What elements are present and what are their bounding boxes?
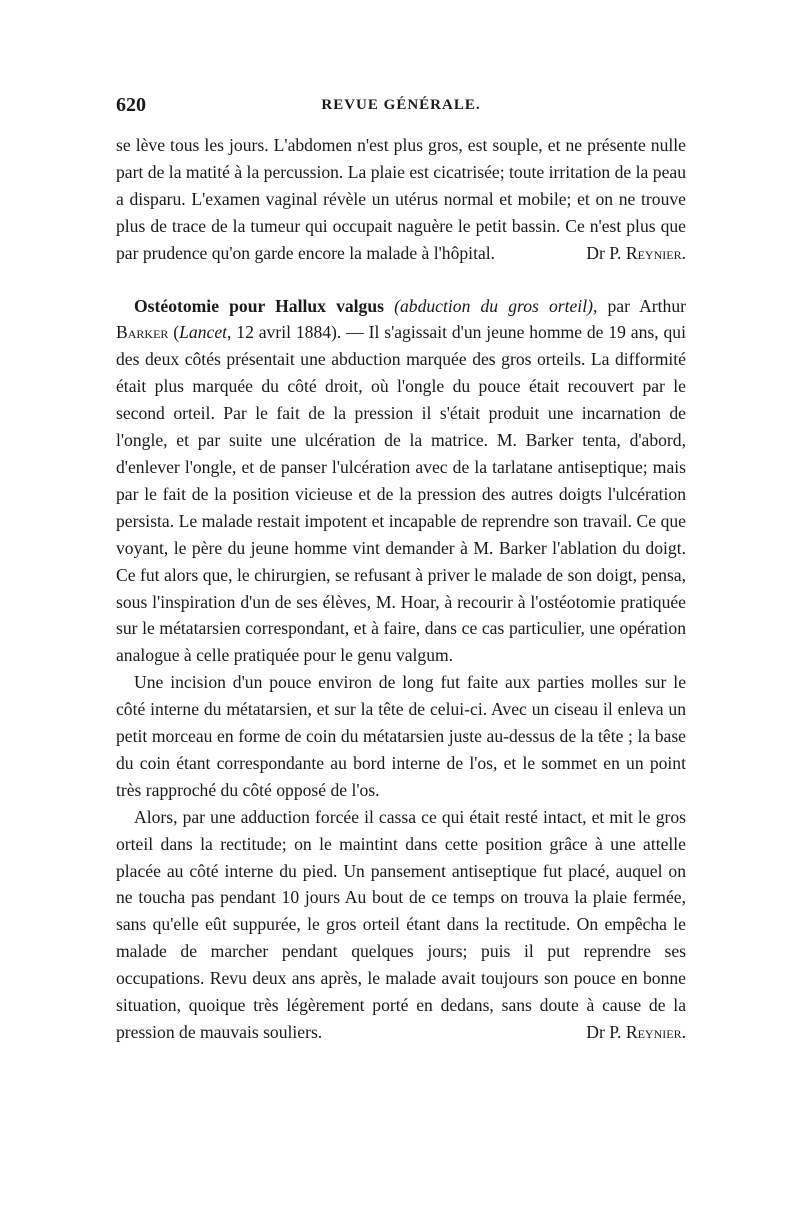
source-open: ( — [173, 322, 180, 343]
paragraph-text: Alors, par une adduction forcée il cassa ce qui était resté intact, et mit le gros orteil dans la rectitude; on le maintint dans cette position grâce à une attelle placée au côté interne du pied. Un pansement antiseptique fut placé, auquel on ne toucha pas pendant 10 jours Au bout de ce temps on trouva la plaie fermée, sans qu'elle eût suppurée, le gros orteil étant dans la rectitude. On empêcha le malade de marcher pendant quelques jours; puis il put reprendre ses occupations. Revu deux ans après, le malade avait toujours son pouce en bonne situation, quoique très légèrement porté en dedans, sans doute à cause de la pression de mauvais souliers. — [116, 806, 686, 1042]
signature-prefix: Dr P. — [586, 1022, 622, 1042]
page-number: 620 — [116, 94, 146, 116]
signature-prefix: Dr P. — [586, 242, 622, 263]
signature — [586, 240, 686, 267]
article-author: Barker — [116, 322, 169, 343]
article-text: — Il s'agissait d'un jeune homme de 19 ans, qui des deux côtés présentait une abduction marquée des gros orteils. La difformité était plus marquée du côté droit, où l'ongle du pouce était recouvert par le second orteil. Par le fait de la pression il s'était produit une incarnation de l'ongle, et par suite une ulcération de la matrice. M. Barker tenta, d'abord, d'enlever l'ongle, et de panser l'ulcération avec de la tarlatane antiseptique; mais par le fait de la position vicieuse et de la pression des autres doigts l'ulcération persista. Le malade restait impotent et incapable de reprendre son travail. Ce que voyant, le père du jeune homme vint demander à M. Barker l'ablation du doigt. Ce fut alors que, le chirurgien, se refusant à priver le malade de son doigt, pensa, sous l'inspiration d'un de ses élèves, M. Hoar, à recourir à l'ostéotomie pratiquée sur le métatarsien correspondant, et à faire, dans ce cas particulier, une opération analogue à celle pratiquée pour le genu valgum. — [116, 322, 686, 666]
paragraph-continuation — [116, 132, 686, 267]
article-subtitle: (abduction du gros orteil) — [394, 295, 593, 316]
operation-paragraph: Une incision d'un pouce environ de long fut faite aux parties molles sur le côté interne du métatarsien, et sur la tête de celui-ci. Avec un ciseau il enleva un petit morceau en forme de coin du métatarsien juste au-dessus de la tête ; la base du coin étant correspondante au bord interne de l'os, et le sommet en un point très rapproché du côté opposé de l'os. — [116, 672, 686, 800]
running-title: REVUE GÉNÉRALE. — [321, 97, 481, 113]
page-header — [116, 94, 686, 120]
signature — [568, 1019, 686, 1046]
article-by: , par Arthur — [592, 295, 687, 316]
journal-name: Lancet — [179, 322, 228, 343]
article-title: Ostéotomie pour Hallux valgus — [134, 295, 384, 316]
source-rest: , 12 avril 1884). — [227, 322, 342, 343]
signature-name: Reynier. — [625, 242, 686, 263]
page-body — [116, 132, 686, 1046]
signature-name: Reynier. — [625, 1022, 686, 1042]
article-paragraph — [116, 293, 686, 670]
section-gap — [116, 267, 686, 293]
paragraph-text: se lève tous les jours. L'abdomen n'est plus gros, est souple, et ne présente nulle part de la matité à la percussion. La plaie est cicatrisée; toute irritation de la peau a disparu. L'examen vaginal révèle un utérus normal et mobile; et on ne trouve plus de trace de la tumeur qui occupait naguère le petit bassin. Ce n'est plus que par prudence qu'on garde encore la malade à l'hôpital. — [116, 135, 686, 263]
outcome-paragraph — [116, 804, 686, 1046]
